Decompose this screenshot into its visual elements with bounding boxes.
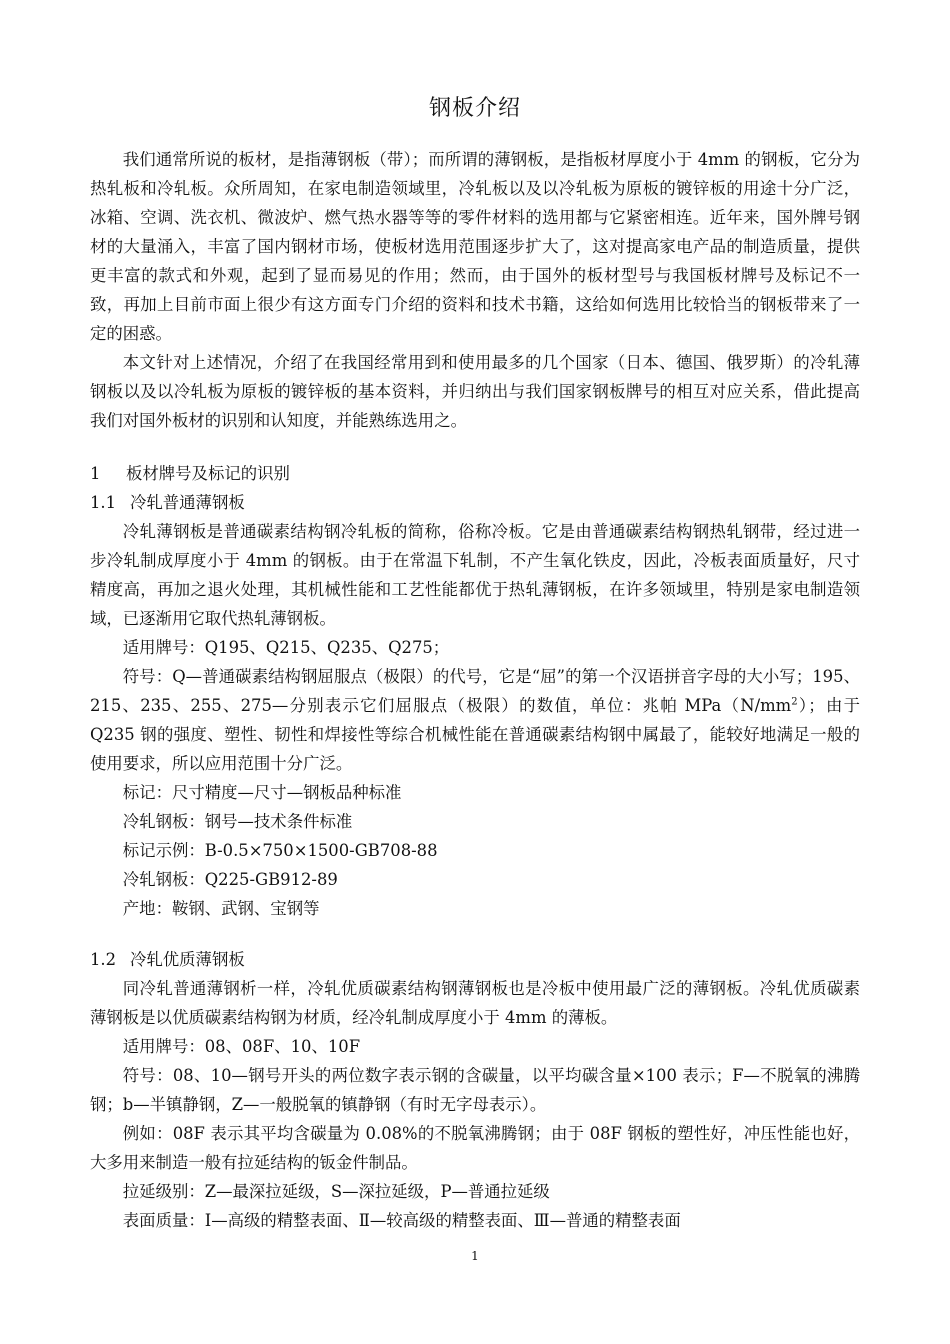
page-number: 1 <box>471 1249 479 1263</box>
intro-block <box>90 145 860 435</box>
section-1-1-heading <box>90 488 860 517</box>
origin: 产地：鞍钢、武钢、宝钢等 <box>122 899 320 918</box>
example-paragraph: 例如：08F 表示其平均含碳量为 0.08%的不脱氧沸腾钢；由于 08F 钢板的塑性好，冲压性能也好，大多用来制造一般有拉延结构的钣金件制品。 <box>90 1124 860 1172</box>
section-title: 冷轧普通薄钢板 <box>130 493 245 512</box>
surface-quality: 表面质量：Ⅰ—高级的精整表面、Ⅱ—较高级的精整表面、Ⅲ—普通的精整表面 <box>122 1211 681 1230</box>
section-number: 1.2 <box>90 950 117 969</box>
section-number: 1.1 <box>90 493 117 512</box>
symbol-text-a: 符号：Q—普通碳素结构钢屈服点（极限）的代号，它是“屈”的第一个汉语拼音字母的大小写；195、215、235、255、275—分别表示它们屈服点（极限）的数值，单位：兆帕 MPa（N/mm <box>90 667 860 715</box>
applicable-grades: 适用牌号：08、08F、10、10F <box>122 1037 361 1056</box>
section-1-2-block <box>90 945 860 1235</box>
section-1-2-heading <box>90 945 860 974</box>
section-1-1-description: 冷轧薄钢板是普通碳素结构钢冷轧板的简称，俗称冷板。它是由普通碳素结构钢热轧钢带，经过进一步冷轧制成厚度小于 4mm 的钢板。由于在常温下轧制，不产生氧化铁皮，因此，冷板表面质量好，尺寸精度高，再加之退火处理，其机械性能和工艺性能都优于热轧薄钢板，在许多领域里，特别是家电制造领域，已逐渐用它取代热轧薄钢板。 <box>90 522 860 628</box>
symbol-explanation <box>90 662 860 778</box>
intro-paragraph-1: 我们通常所说的板材，是指薄钢板（带）；而所谓的薄钢板，是指板材厚度小于 4mm 的钢板，它分为热轧板和冷轧板。众所周知，在家电制造领域里，冷轧板以及以冷轧板为原板的镀锌板的用途十分广泛，冰箱、空调、洗衣机、微波炉、燃气热水器等等的零件材料的选用都与它紧密相连。近年来，国外牌号钢材的大量涌入，丰富了国内钢材市场，使板材选用范围逐步扩大了，这对提高家电产品的制造质量，提供更丰富的款式和外观，起到了显而易见的作用；然而，由于国外的板材型号与我国板材牌号及标记不一致，再加上目前市面上很少有这方面专门介绍的资料和技术书籍，这给如何选用比较恰当的钢板带来了一定的困惑。 <box>90 150 860 343</box>
intro-paragraph-2: 本文针对上述情况，介绍了在我国经常用到和使用最多的几个国家（日本、德国、俄罗斯）的冷轧薄钢板以及以冷轧板为原板的镀锌板的基本资料，并归纳出与我们国家钢板牌号的相互对应关系，借此提高我们对国外板材的识别和认知度，并能熟练选用之。 <box>90 353 860 430</box>
document-title: 钢板介绍 <box>428 96 521 121</box>
superscript: 2 <box>791 696 798 708</box>
section-1-heading <box>90 459 860 488</box>
section-title: 板材牌号及标记的识别 <box>126 464 290 483</box>
section-number: 1 <box>90 464 101 483</box>
marking-example: 标记示例：B-0.5×750×1500-GB708-88 <box>122 841 438 860</box>
section-1-2-description: 同冷轧普通薄钢析一样，冷轧优质碳素结构钢薄钢板也是冷板中使用最广泛的薄钢板。冷轧优质碳素薄钢板是以优质碳素结构钢为材质，经冷轧制成厚度小于 4mm 的薄板。 <box>90 979 860 1027</box>
applicable-grades: 适用牌号：Q195、Q215、Q235、Q275； <box>122 638 450 657</box>
symbol-explanation: 符号：08、10—钢号开头的两位数字表示钢的含碳量，以平均碳含量×100 表示；F—不脱氧的沸腾钢；b—半镇静钢，Z—一般脱氧的镇静钢（有时无字母表示）。 <box>90 1066 860 1114</box>
section-title: 冷轧优质薄钢板 <box>130 950 245 969</box>
symbol-text-b: ）；由于 Q235 钢的强度、塑性、韧性和焊接性等综合机械性能在普通碳素结构钢中属最了，能较好地满足一般的使用要求，所以应用范围十分广泛。 <box>90 696 860 773</box>
cold-rolled-example: 冷轧钢板：Q225-GB912-89 <box>122 870 338 889</box>
drawing-grade: 拉延级别：Z—最深拉延级，S—深拉延级，P—普通拉延级 <box>122 1182 550 1201</box>
marking-format: 标记：尺寸精度—尺寸—钢板品种标准 <box>122 783 402 802</box>
cold-rolled-marking-format: 冷轧钢板：钢号—技术条件标准 <box>122 812 353 831</box>
section-1-block <box>90 459 860 923</box>
